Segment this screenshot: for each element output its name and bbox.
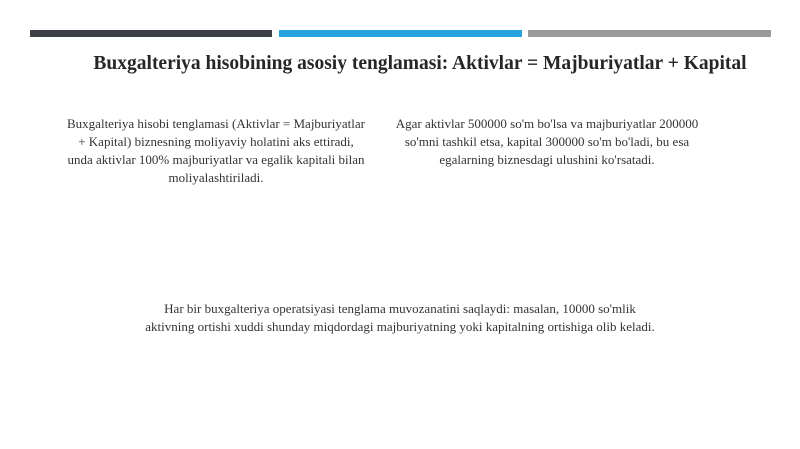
paragraph-balance-rule: Har bir buxgalteriya operatsiyasi tenglama muvozanatini saqlaydi: masalan, 10000 so'mlik aktivning ortishi xuddi shunday miqdordagi majburiyatning yoki kapitalning ortishiga olib keladi.: [145, 301, 655, 334]
paragraph-numeric-example: Agar aktivlar 500000 so'm bo'lsa va majburiyatlar 200000 so'mni tashkil etsa, kapital 300000 so'm bo'ladi, bu esa egalarning biznesdagi ulushini ko'rsatadi.: [395, 116, 699, 167]
accent-bar-dark: [30, 30, 272, 37]
slide-title: Buxgalteriya hisobining asosiy tenglamasi: Aktivlar = Majburiyatlar + Kapital: [93, 53, 747, 74]
accent-bar-blue: [279, 30, 522, 37]
accent-bar-gray: [528, 30, 771, 37]
paragraph-equation-definition: Buxgalteriya hisobi tenglamasi (Aktivlar = Majburiyatlar + Kapital) biznesning moliyaviy holatini aks ettiradi, unda aktivlar 100% majburiyatlar va egalik kapitali bilan moliyalashtiriladi.: [67, 116, 365, 185]
